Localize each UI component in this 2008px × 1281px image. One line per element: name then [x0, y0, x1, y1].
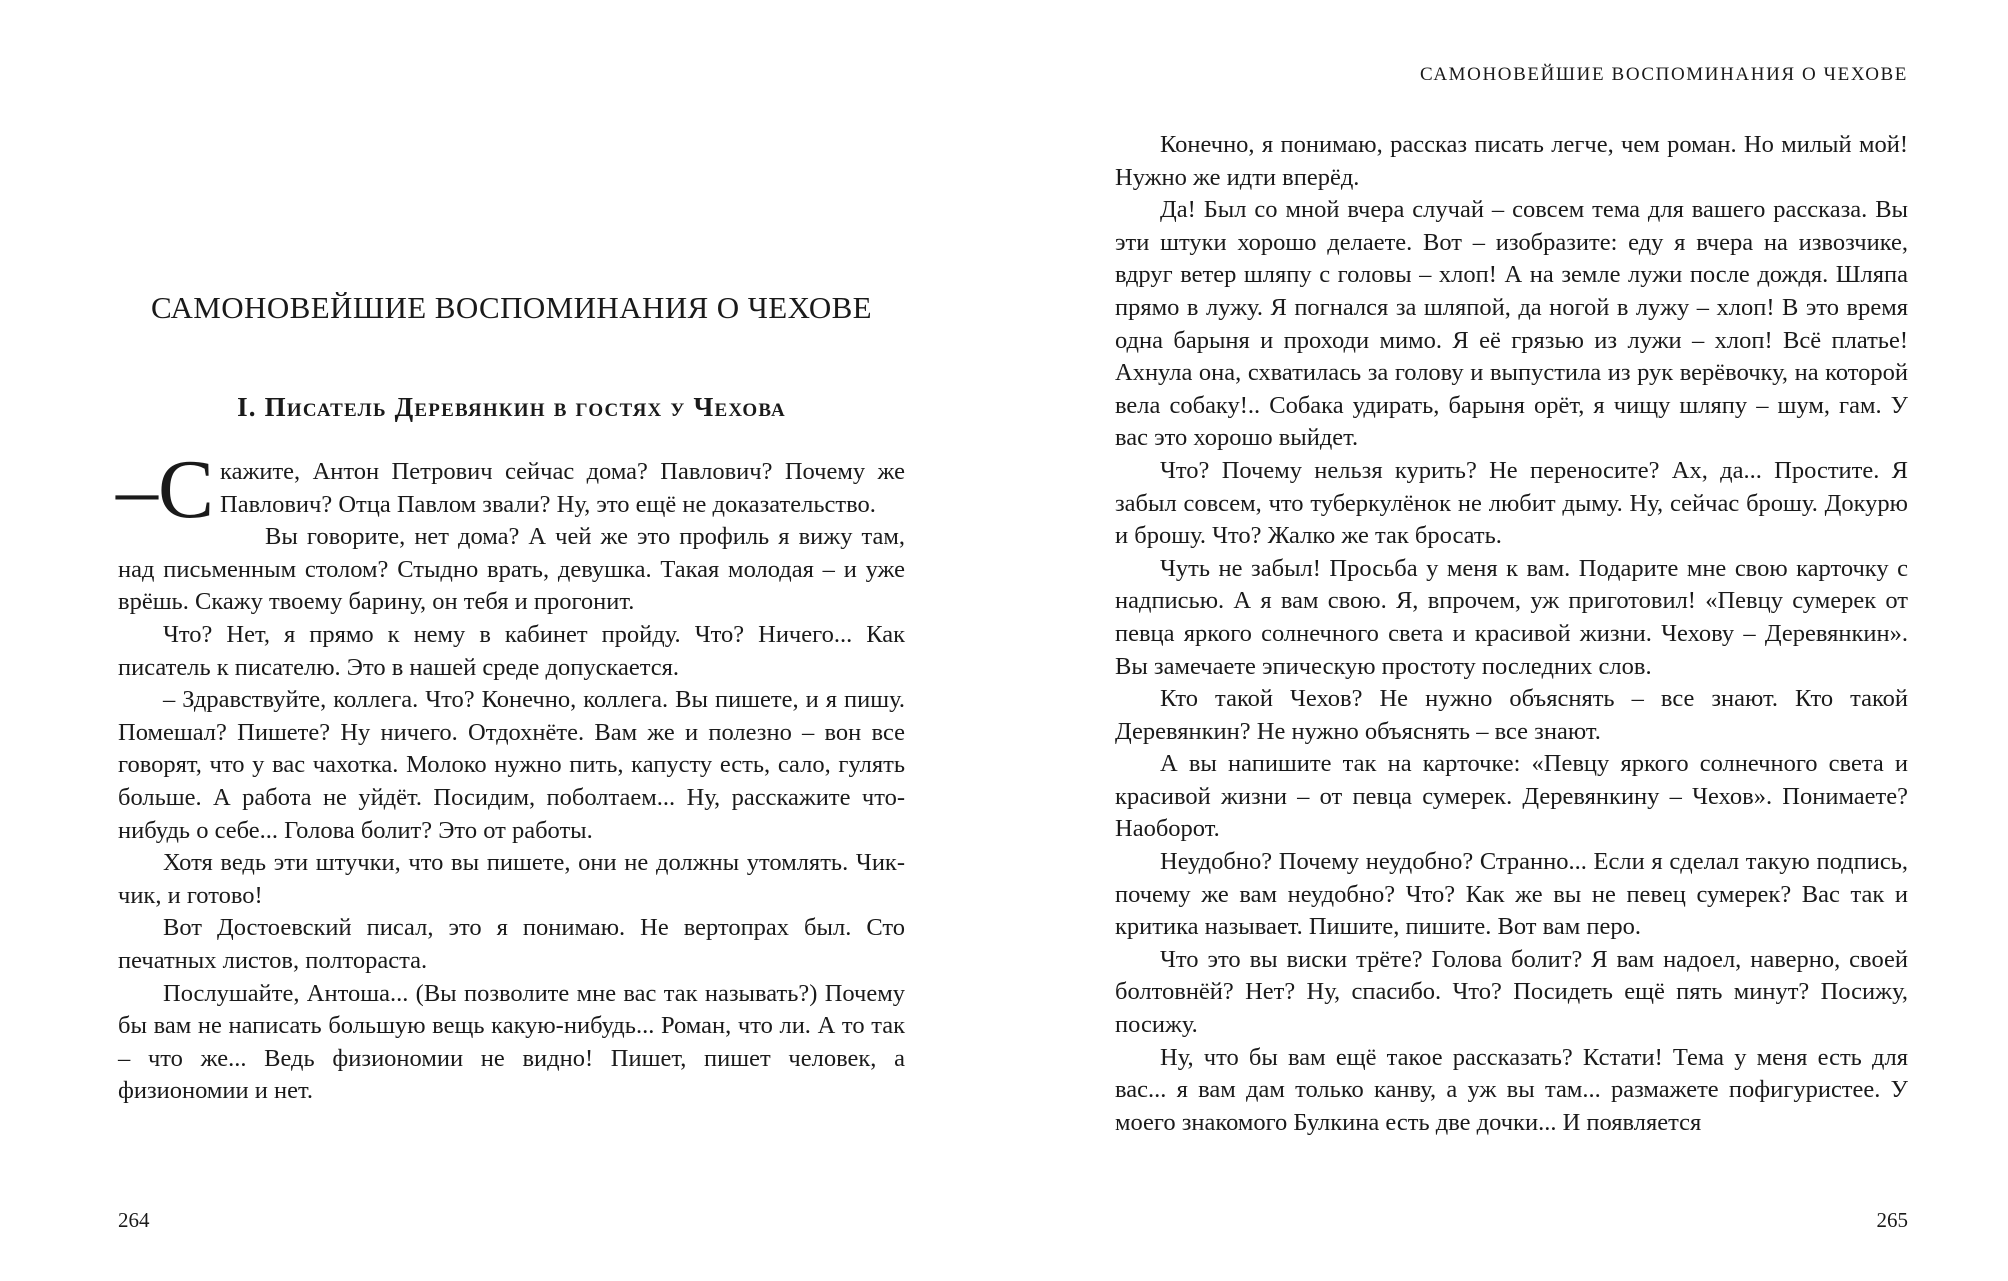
left-body-text [116, 443, 905, 1108]
paragraph: Конечно, я понимаю, рассказ писать легче, чем роман. Но милый мой! Нужно же идти вперёд. [1115, 131, 1908, 191]
paragraph: – Здравствуйте, коллега. Что? Конечно, коллега. Вы пишете, и я пишу. Помешал? Пишете? Ну ничего. Отдохнёте. Вам же и полезно – вон все говорят, что у вас чахотка. Молоко нужно пить, капусту есть, сало, гулять больше. А работа не уйдёт. Посидим, поболтаем... Ну, расскажите что-нибудь о себе... Голова болит? Это от работы. [118, 686, 905, 844]
paragraph: Ну, что бы вам ещё такое рассказать? Кстати! Тема у меня есть для вас... я вам дам только канву, а уж вы там... размажете пофигуристее. У моего знакомого Булкина есть две дочки... И появляется [1115, 1043, 1908, 1136]
paragraph: Неудобно? Почему неудобно? Странно... Если я сделал такую подпись, почему же вам неудобно? Что? Как же вы не певец сумерек? Вас так и критика называет. Пишите, пишите. Вот вам перо. [1115, 848, 1908, 941]
chapter-title: САМОНОВЕЙШИЕ ВОСПОМИНАНИЯ О ЧЕХОВЕ [150, 290, 873, 325]
paragraph: Да! Был со мной вчера случай – совсем тема для вашего рассказа. Вы эти штуки хорошо делаете. Вот – изобразите: еду я вчера на извозчике, вдруг ветер шляпу с головы – хлоп! А на земле лужи после дождя. Шляпа прямо в лужу. Я погнался за шляпой, да ногой в лужу – хлоп! В это время одна барыня и проходи мимо. Я её грязью из лужи – хлоп! Всё платье! Ахнула она, схватилась за голову и выпустила из рук верёвочку, на которой вела собаку!.. Собака удирать, барыня орёт, я чищу шляпу – шум, гам. У вас это хорошо выйдет. [1115, 196, 1908, 452]
paragraph: Послушайте, Антоша... (Вы позволите мне вас так называть?) Почему бы вам не написать большую вещь какую-нибудь... Роман, что ли. А то так – что же... Ведь физиономии не видно! Пишет, пишет человек, а физиономии и нет. [118, 979, 905, 1105]
paragraph: Что это вы виски трёте? Голова болит? Я вам надоел, наверно, своей болтовнёй? Нет? Ну, спасибо. Что? Посидеть ещё пять минут? Посижу, посижу. [1115, 945, 1908, 1039]
paragraph: Вы говорите, нет дома? А чей же это профиль я вижу там, над письменным столом? Стыдно врать, девушка. Такая молодая – и уже врёшь. Скажу твоему барину, он тебя и прогонит. [118, 523, 905, 616]
page-number: 265 [1876, 1208, 1908, 1232]
paragraph [116, 443, 905, 536]
paragraph: Чуть не забыл! Просьба у меня к вам. Подарите мне свою карточку с надписью. А я вам свою. Я, впрочем, уж приготовил! «Певцу сумерек от певца яркого солнечного света и красивой жизни. Чехову – Деревянкин». Вы замечаете эпическую простоту последних слов. [1115, 554, 1908, 680]
paragraph: Что? Нет, я прямо к нему в кабинет пройду. Что? Ничего... Как писатель к писателю. Это в нашей среде допускается. [118, 620, 905, 681]
page-number: 264 [118, 1208, 150, 1232]
paragraph: А вы напишите так на карточке: «Певцу яркого солнечного света и красивой жизни – от певца сумерек. Деревянкину – Чехов». Понимаете? Наоборот. [1115, 750, 1908, 843]
paragraph-text: кажите, Антон Петрович сейчас дома? Павлович? Почему же Павлович? Отца Павлом звали? Ну, это ещё не доказательство. [220, 458, 905, 518]
running-head: САМОНОВЕЙШИЕ ВОСПОМИНАНИЯ О ЧЕХОВЕ [1420, 64, 1908, 85]
paragraph: Вот Достоевский писал, это я понимаю. Не вертопрах был. Сто печатных листов, полтораста. [118, 914, 905, 974]
paragraph: Что? Почему нельзя курить? Не переносите? Ах, да... Простите. Я забыл совсем, что туберкулёнок не любит дыму. Ну, сейчас брошу. Докурю и брошу. Что? Жалко же так бросать. [1115, 456, 1908, 550]
section-title: I. Писатель Деревянкин в гостях у Чехова [237, 392, 786, 422]
right-page [1004, 0, 2008, 1281]
right-body-text [1115, 129, 1908, 1139]
drop-cap: –С [116, 443, 215, 536]
paragraph: Кто такой Чехов? Не нужно объяснять – все знают. Кто такой Деревянкин? Не нужно объяснять – все знают. [1115, 685, 1908, 745]
paragraph: Хотя ведь эти штучки, что вы пишете, они не должны утомлять. Чик-чик, и готово! [118, 849, 905, 909]
